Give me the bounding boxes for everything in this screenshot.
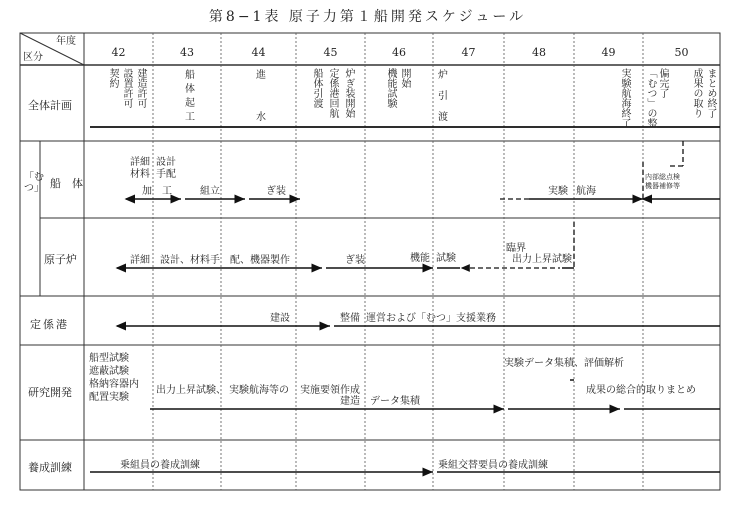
hull-experiment: 実験 bbox=[548, 186, 568, 197]
year-45: 45 bbox=[323, 46, 338, 59]
hull-design-2: 手配 bbox=[156, 169, 176, 180]
overall-46-text-2: 機能試験 bbox=[385, 68, 396, 108]
hull-outfitting: ぎ装 bbox=[266, 186, 286, 197]
overall-47-text-3: 渡 bbox=[438, 112, 448, 123]
overall-43-text-3: 起 bbox=[185, 98, 195, 109]
reactor-function: 機能 bbox=[410, 253, 430, 264]
overall-43-text-1: 船 bbox=[185, 70, 195, 81]
training-relief: 乗組交替要員の養成訓練 bbox=[438, 460, 548, 471]
reactor-outfitting: ぎ装 bbox=[345, 255, 365, 266]
hull-assembly: 組立 bbox=[200, 186, 220, 197]
row-label-overall: 全体計画 bbox=[28, 99, 72, 112]
overall-42-text-2: 設置許可 bbox=[121, 68, 132, 108]
research-exp-data: 実験データ集積、評価解析 bbox=[504, 358, 624, 369]
reactor-test: 試験 bbox=[436, 253, 456, 264]
overall-45-text-2: 定係港回航 bbox=[327, 68, 338, 118]
hull-inspection-2: 機器補修等 bbox=[645, 182, 680, 190]
training-crew: 乗組員の養成訓練 bbox=[120, 460, 200, 471]
reactor-critical: 臨界 bbox=[506, 243, 526, 254]
research-test-4: 配置実験 bbox=[89, 392, 129, 403]
port-operation: 運営および「むつ」支援業務 bbox=[366, 313, 496, 324]
year-44: 44 bbox=[251, 46, 266, 59]
research-plan: 実施要領作成 bbox=[300, 385, 360, 396]
research-test-1: 船型試験 bbox=[89, 353, 129, 364]
row-label-port: 定係港 bbox=[30, 318, 69, 331]
overall-49-text-1: 偏完了 bbox=[657, 68, 668, 98]
overall-46-text-1: 開始 bbox=[399, 68, 410, 88]
overall-44-text-2: 水 bbox=[256, 112, 266, 123]
research-summary: 成果の総合的取りまとめ bbox=[586, 385, 696, 396]
research-power-rise: 出力上昇試験、 bbox=[156, 385, 226, 396]
hull-detail-2: 材料 bbox=[130, 169, 150, 180]
document-title: 第8−1表 原子力第１船開発スケジュール bbox=[208, 9, 527, 25]
year-43: 43 bbox=[180, 46, 194, 59]
year-48: 48 bbox=[532, 46, 546, 59]
overall-47-text-2: 引 bbox=[438, 91, 448, 102]
row-label-training: 養成訓練 bbox=[28, 461, 72, 474]
overall-45-text-3: 船体引渡 bbox=[311, 68, 322, 108]
overall-43-text-4: 工 bbox=[185, 112, 195, 123]
year-header-label: 年度 bbox=[56, 36, 76, 47]
research-test-2: 遮蔽試験 bbox=[89, 366, 129, 377]
year-47: 47 bbox=[461, 46, 476, 59]
overall-50-text-2: 成果の取り bbox=[691, 68, 702, 118]
overall-42-text-1: 建造許可 bbox=[135, 68, 146, 108]
row-label-reactor: 原子炉 bbox=[44, 253, 77, 266]
overall-45-text-1: 炉ぎ装開始 bbox=[343, 68, 354, 118]
row-label-hull: 船 体 bbox=[50, 177, 83, 190]
research-data: 建造 データ集積 bbox=[340, 396, 420, 407]
port-maintenance: 整備 bbox=[340, 313, 360, 324]
overall-42-text-3: 契約 bbox=[107, 68, 118, 88]
research-test-3: 格納容器内 bbox=[89, 379, 139, 390]
overall-43-text-2: 体 bbox=[185, 84, 195, 95]
reactor-manufacture: 詳細 設計、材料手 配、機器製作 bbox=[130, 255, 290, 266]
hull-voyage: 航海 bbox=[576, 186, 596, 197]
reactor-power-test: 出力上昇試験 bbox=[512, 254, 572, 265]
overall-44-text-1: 進 bbox=[256, 70, 266, 81]
hull-detail-1: 詳細 bbox=[130, 157, 150, 168]
year-49: 49 bbox=[601, 46, 616, 59]
overall-48-text-1: 実験航海終了 bbox=[619, 68, 630, 128]
port-construction: 建設 bbox=[270, 313, 290, 324]
year-42: 42 bbox=[111, 46, 126, 59]
overall-49-text-2: 「むつ」の整 bbox=[645, 68, 656, 128]
year-46: 46 bbox=[392, 46, 406, 59]
overall-47-text-1: 炉 bbox=[438, 70, 448, 81]
research-voyage: 実験航海等の bbox=[229, 385, 289, 396]
hull-fabrication: 加 工 bbox=[142, 186, 172, 197]
year-50: 50 bbox=[674, 46, 689, 59]
overall-50-text-1: まとめ終了 bbox=[705, 68, 716, 118]
hull-inspection-1: 内部総点検 bbox=[645, 173, 680, 181]
row-label-research: 研究開発 bbox=[28, 386, 72, 399]
row-label-mutsu: 「むつ」 bbox=[24, 172, 44, 194]
hull-design-1: 設計 bbox=[156, 157, 176, 168]
category-header-label: 区分 bbox=[23, 52, 43, 63]
